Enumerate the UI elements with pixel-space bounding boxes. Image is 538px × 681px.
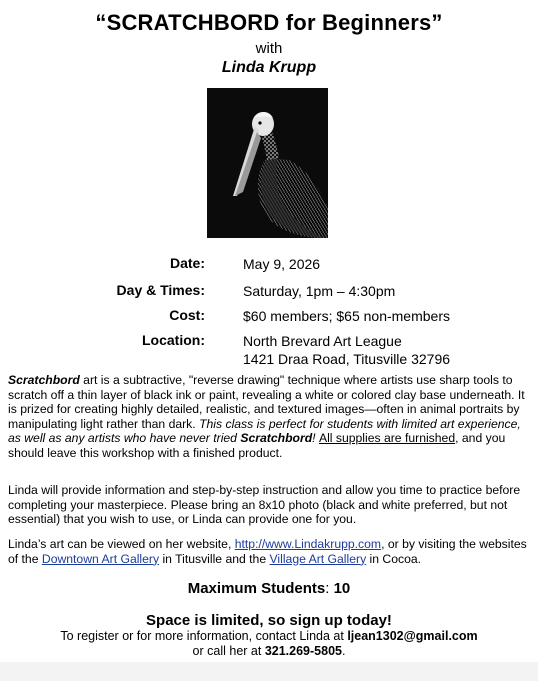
cost-label: Cost: <box>169 307 205 323</box>
instruction-paragraph: Linda will provide information and step-by-step instruction and allow you time to practice before completing your masterpiece. Please bring an 8x10 photo (black and white preferred, but not essential) that you wish to use, or Linda can provide one for you. <box>8 483 521 526</box>
website-link[interactable]: http://www.Lindakrupp.com <box>234 537 382 551</box>
times-label: Day & Times: <box>116 282 205 298</box>
supplies-note: All supplies are furnished <box>318 431 456 445</box>
date-value: May 9, 2026 <box>243 256 321 272</box>
footer-band <box>0 662 538 681</box>
audience-note: This class is perfect for students with limited art experience, as well as any artists who have never tried <box>8 416 521 445</box>
contact-phone[interactable]: 321.269-5805 <box>264 644 342 658</box>
pelican-illustration <box>207 88 328 238</box>
date-label: Date: <box>169 255 205 271</box>
village-gallery-link[interactable]: Village Art Gallery <box>269 551 367 566</box>
contact-info: To register or for more information, contact Linda at ljean1302@gmail.com or call her at 321.269-5805. <box>60 629 478 658</box>
contact-email[interactable]: ljean1302@gmail.com <box>347 629 478 643</box>
cost-value: $60 members; $65 non-members <box>243 308 450 324</box>
with-text: with <box>255 40 283 57</box>
location-address: 1421 Draa Road, Titusville 32796 <box>243 351 451 367</box>
scratchbord-term: Scratchbord <box>8 373 80 387</box>
pelican-artwork-image <box>207 88 328 238</box>
signup-callout: Space is limited, so sign up today! <box>146 612 392 629</box>
location-name: North Brevard Art League <box>243 333 402 349</box>
location-label: Location: <box>142 332 205 348</box>
downtown-gallery-link[interactable]: Downtown Art Gallery <box>41 551 160 566</box>
times-value: Saturday, 1pm – 4:30pm <box>243 283 396 299</box>
location-value <box>243 332 450 368</box>
flyer-title: “SCRATCHBORD for Beginners” <box>95 10 443 35</box>
gallery-paragraph: Linda’s art can be viewed on her website, http://www.Lindakrupp.com, or by visiting the websites of the Downtown Art Gallery in Titusville and the Village Art Gallery in Cocoa. <box>8 537 527 566</box>
max-students: Maximum Students: 10 <box>187 580 351 597</box>
max-students-value: 10 <box>333 580 351 597</box>
artist-name: Linda Krupp <box>221 59 317 76</box>
description-paragraph: Scratchbord art is a subtractive, "reverse drawing" technique where artists use sharp tools to scratch off a thin layer of black ink or paint, revealing a white or colored clay base underneath. It is prized for creating highly detailed, realistic, and textured images—often in animal portraits by manipulating light rather than dark. This class is perfect for students with limited art experience, as well as any artists who have never tried Scratchbord! All supplies are furnished, and you should leave this workshop with a finished product. <box>8 373 525 460</box>
